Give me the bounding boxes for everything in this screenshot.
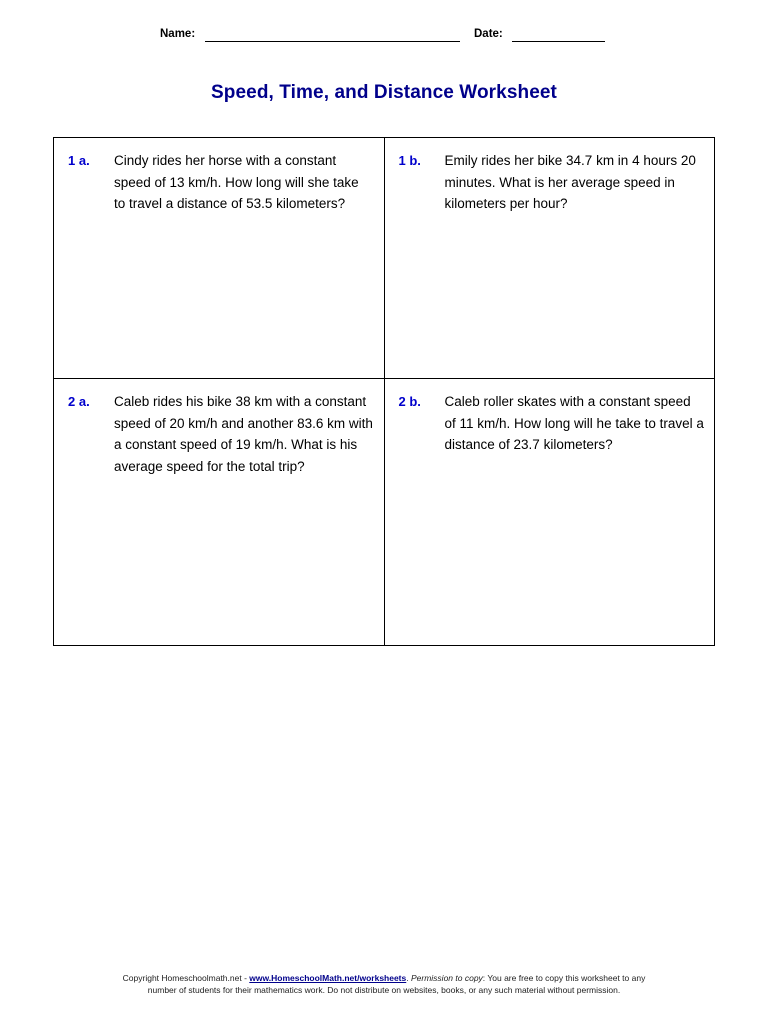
problem-cell-2b [384,379,715,646]
date-write-line[interactable] [512,41,605,42]
page-footer [0,972,768,996]
name-label: Name: [160,28,196,40]
footer-permission-label: Permission to copy [410,973,483,983]
problem-text: Cindy rides her horse with a constant speed of 13 km/h. How long will she take to travel a distance of 53.5 kilometers? [114,153,359,211]
table-row [54,379,715,646]
footer-site-link[interactable]: www.HomeschoolMath.net/worksheets [249,973,407,983]
problem-number: 1 b. [398,153,421,168]
problem-cell-1b [384,138,715,379]
problem-text: Emily rides her bike 34.7 km in 4 hours 20 minutes. What is her average speed in kilometers per hour? [444,153,696,211]
name-write-line[interactable] [205,41,460,42]
footer-permission-text: : You are free to copy this worksheet to any [482,973,646,983]
problem-text: Caleb roller skates with a constant speed of 11 km/h. How long will he take to travel a distance of 23.7 kilometers? [444,394,704,452]
page-title: Speed, Time, and Distance Worksheet [211,82,557,103]
name-date-row [0,28,768,48]
problem-number: 1 a. [68,153,90,168]
table-row [54,138,715,379]
footer-line-2: number of students for their mathematics work. Do not distribute on websites, books, or any such material without permission. [147,985,621,995]
problem-text: Caleb rides his bike 38 km with a constant speed of 20 km/h and another 83.6 km with a constant speed of 19 km/h. What is his average speed for the total trip? [114,394,373,474]
problem-number: 2 b. [398,394,421,409]
footer-copyright: Copyright Homeschoolmath.net - [122,973,250,983]
problems-table [53,137,715,646]
footer-separator: . [406,973,411,983]
date-label: Date: [474,28,503,40]
problem-cell-1a [54,138,385,379]
problem-number: 2 a. [68,394,90,409]
problem-cell-2a [54,379,385,646]
